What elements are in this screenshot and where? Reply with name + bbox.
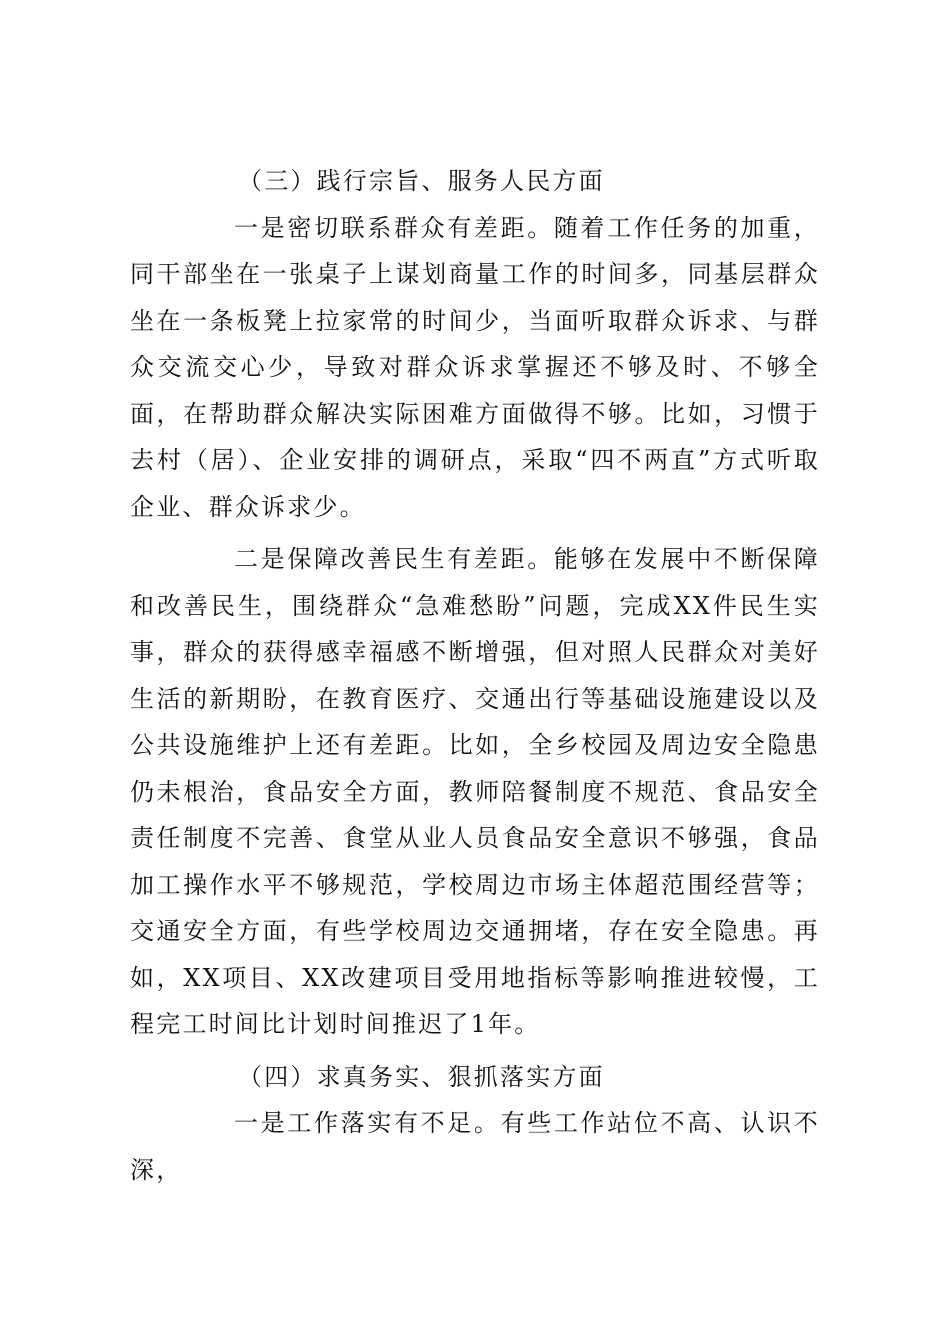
section-heading-4: （四）求真务实、狠抓落实方面 [238, 1062, 605, 1091]
paragraph-work-implementation: 一是工作落实有不足。有些工作站位不高、认识不深， [130, 1109, 820, 1184]
section-heading-3: （三）践行宗旨、服务人民方面 [238, 167, 605, 195]
document-body [130, 158, 820, 1193]
paragraph-contact-masses: 一是密切联系群众有差距。随着工作任务的加重，同干部坐在一张桌子上谋划商量工作的时间多，同基层群众坐在一条板凳上拉家常的时间少，当面听取群众诉求、与群众交流交心少，导致对群众诉求掌握还不够及时、不够全面，在帮助群众解决实际困难方面做得不够。比如，习惯于去村（居）、企业安排的调研点，采取“四不两直”方式听取企业、群众诉求少。 [130, 213, 820, 521]
paragraph-livelihood: 二是保障改善民生有差距。能够在发展中不断保障和改善民生，围绕群众“急难愁盼”问题，完成XX件民生实事，群众的获得感幸福感不断增强，但对照人民群众对美好生活的新期盼，在教育医疗、交通出行等基础设施建设以及公共设施维护上还有差距。比如，全乡校园及周边安全隐患仍未根治，食品安全方面，教师陪餐制度不规范、食品安全责任制度不完善、食堂从业人员食品安全意识不够强，食品加工操作水平不够规范，学校周边市场主体超范围经营等；交通安全方面，有些学校周边交通拥堵，存在安全隐患。再如，XX项目、XX改建项目受用地指标等影响推进较慢，工程完工时间比计划时间推迟了1年。 [130, 545, 820, 1038]
